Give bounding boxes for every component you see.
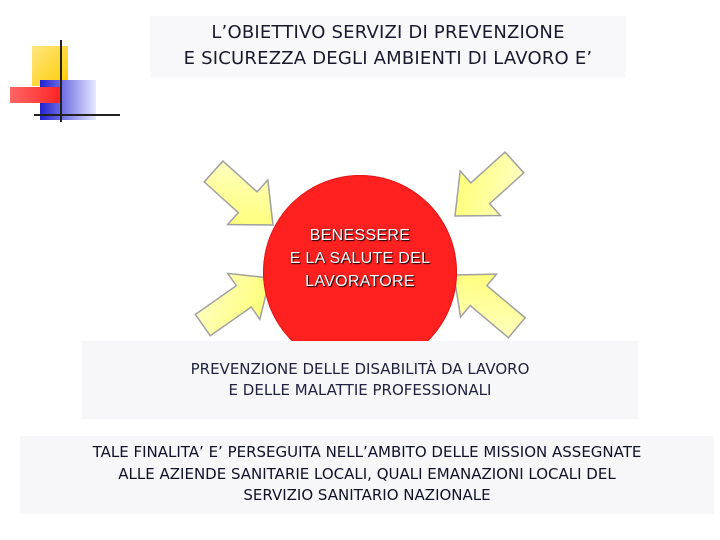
- prevention-line-1: PREVENZIONE DELLE DISABILITÀ DA LAVORO: [190, 360, 530, 378]
- page-title: [150, 16, 626, 78]
- title-line-2: E SICUREZZA DEGLI AMBIENTI DI LAVORO E’: [183, 48, 593, 69]
- decorative-logo: [0, 0, 120, 130]
- mission-line-1: TALE FINALITA’ E’ PERSEGUITA NELL’AMBITO DELLE MISSION ASSEGNATE: [92, 443, 642, 461]
- center-line-3: LAVORATORE: [305, 273, 415, 290]
- mission-text: [20, 442, 714, 507]
- central-circle-text: [263, 224, 457, 293]
- mission-line-3: SERVIZIO SANITARIO NAZIONALE: [243, 486, 491, 504]
- prevention-line-2: E DELLE MALATTIE PROFESSIONALI: [228, 381, 492, 399]
- center-line-2: E LA SALUTE DEL: [289, 250, 431, 267]
- center-line-1: BENESSERE: [309, 227, 411, 244]
- title-line-1: L’OBIETTIVO SERVIZI DI PREVENZIONE: [211, 22, 565, 43]
- logo-red-bar: [10, 87, 62, 103]
- mission-line-2: ALLE AZIENDE SANITARIE LOCALI, QUALI EMANAZIONI LOCALI DEL: [118, 464, 616, 483]
- prevention-text: [82, 359, 638, 401]
